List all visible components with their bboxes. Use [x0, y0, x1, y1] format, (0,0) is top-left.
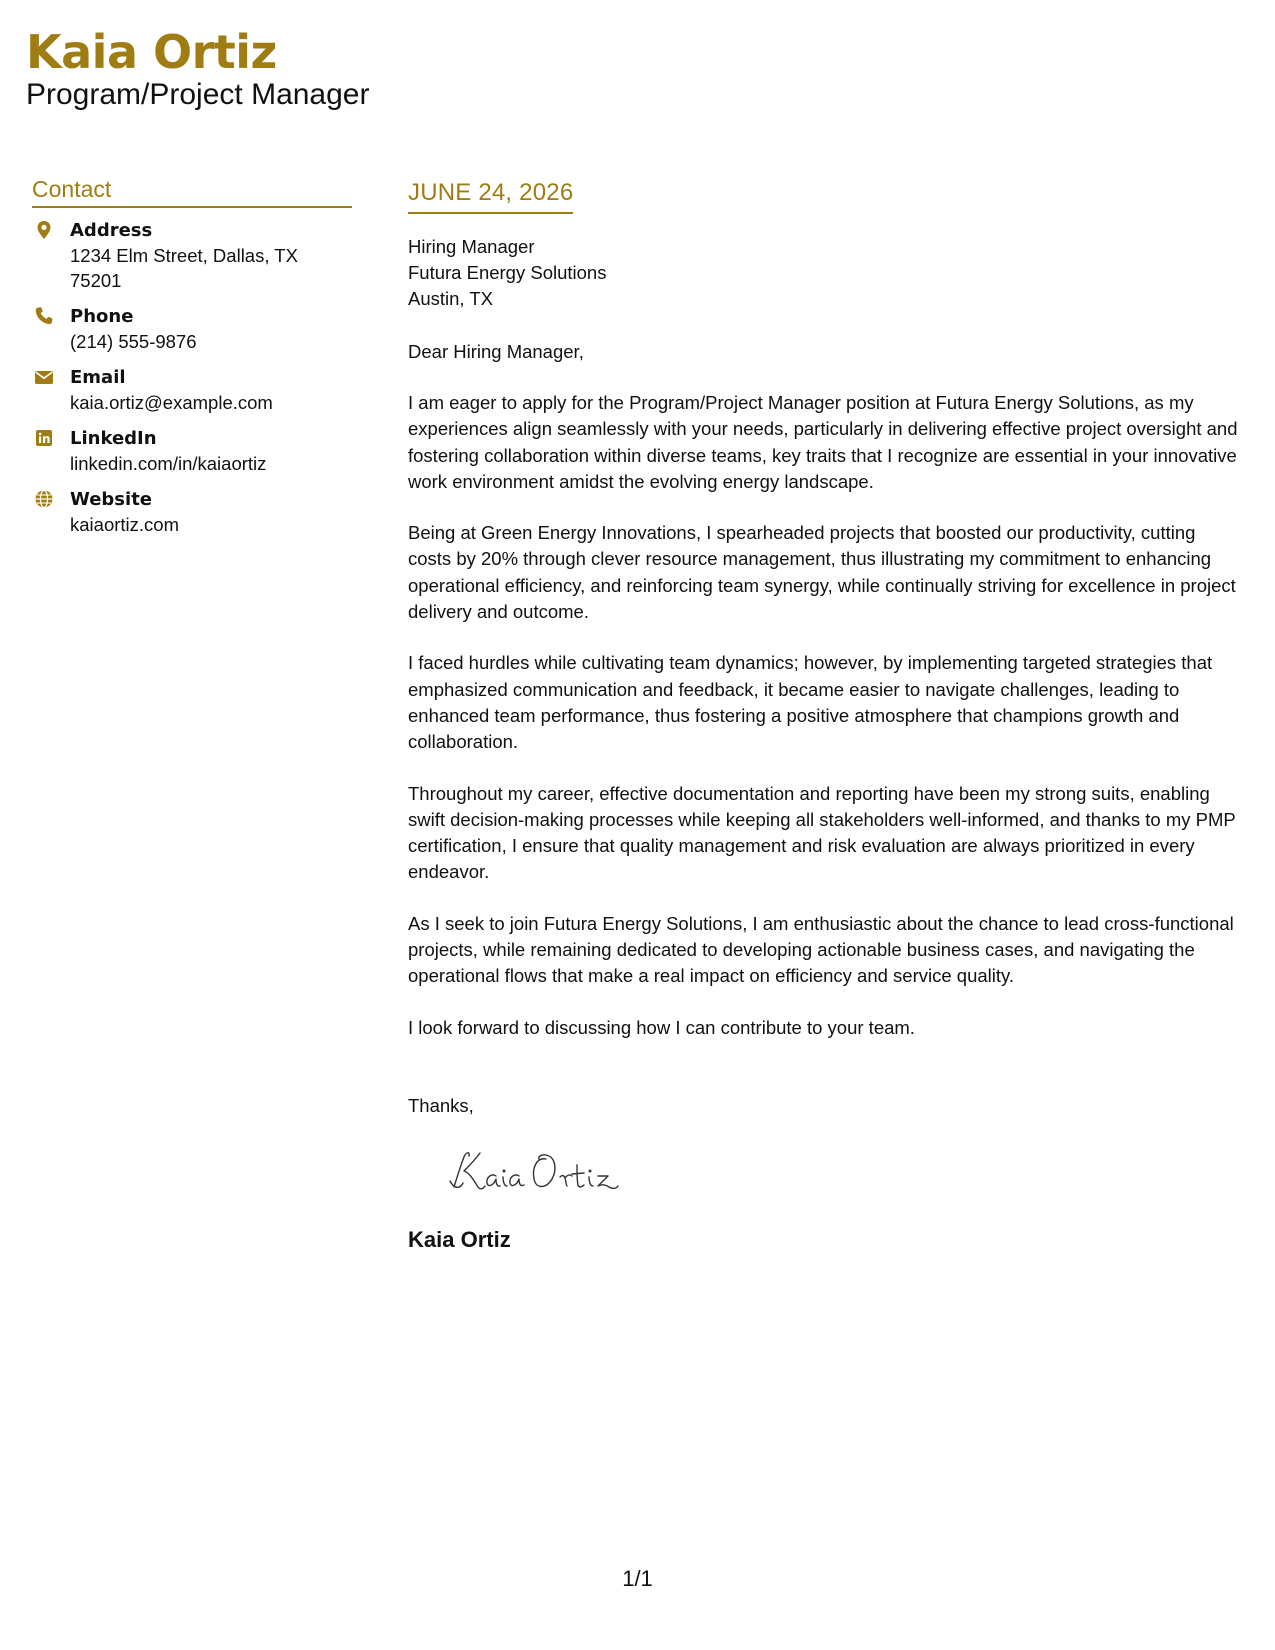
contact-label-address: Address	[70, 220, 153, 241]
envelope-icon	[34, 367, 54, 387]
contact-item-linkedin	[32, 426, 352, 476]
contact-label-phone: Phone	[70, 306, 134, 327]
contact-value-website[interactable]: kaiaortiz.com	[70, 514, 179, 535]
phone-icon	[34, 306, 54, 326]
contact-item-website	[32, 487, 352, 537]
map-pin-icon	[34, 220, 54, 240]
letter-date: JUNE 24, 2026	[408, 178, 573, 214]
contact-item-address	[32, 218, 352, 293]
candidate-name: Kaia Ortiz	[26, 25, 277, 79]
paragraph-2: Being at Green Energy Innovations, I spearheaded projects that boosted our productivity, cutting costs by 20% through clever resource management, thus illustrating my commitment to enhancing operational efficiency, and reinforcing team synergy, while continually striving for excellence in project delivery and outcome.	[408, 522, 1236, 623]
paragraph-3: I faced hurdles while cultivating team dynamics; however, by implementing targeted strategies that emphasized communication and feedback, it became easier to navigate challenges, leading to enhanced team performance, thus fostering a positive atmosphere that champions growth and collaboration.	[408, 652, 1213, 753]
closing: Thanks,	[408, 1094, 474, 1116]
signed-name: Kaia Ortiz	[408, 1226, 511, 1252]
handwritten-signature	[446, 1143, 646, 1203]
contact-heading: Contact	[32, 175, 352, 208]
contact-label-email: Email	[70, 367, 126, 388]
paragraph-1: I am eager to apply for the Program/Project Manager position at Futura Energy Solutions, as my experiences align seamlessly with your needs, particularly in delivering effective project oversight and fostering collaboration within diverse teams, key traits that I recognize are essential in your innovative work environment amidst the evolving energy landscape.	[408, 392, 1238, 492]
letter-body	[408, 178, 1248, 1254]
recipient-company: Futura Energy Solutions	[408, 262, 607, 283]
contact-label-linkedin: LinkedIn	[70, 428, 157, 449]
contact-sidebar	[32, 175, 352, 548]
contact-label-website: Website	[70, 489, 153, 510]
paragraph-4: Throughout my career, effective documentation and reporting have been my strong suits, enabling swift decision-making processes while keeping all stakeholders well-informed, and thanks to my PMP certification, I ensure that quality management and risk evaluation are always prioritized in every endeavor.	[408, 782, 1236, 883]
recipient-location: Austin, TX	[408, 288, 494, 309]
recipient-name: Hiring Manager	[408, 236, 535, 257]
paragraph-5: As I seek to join Futura Energy Solutions, I am enthusiastic about the chance to lead cross-functional projects, while remaining dedicated to developing actionable business cases, and navigating the operational flows that make a real impact on efficiency and service quality.	[408, 912, 1234, 987]
globe-icon	[34, 489, 54, 509]
contact-item-phone	[32, 304, 352, 354]
contact-value-linkedin[interactable]: linkedin.com/in/kaiaortiz	[70, 453, 267, 474]
contact-item-email	[32, 365, 352, 415]
job-title: Program/Project Manager	[26, 78, 370, 111]
contact-value-phone: (214) 555-9876	[70, 331, 197, 352]
header	[26, 22, 369, 112]
linkedin-icon	[34, 428, 54, 448]
salutation: Dear Hiring Manager,	[408, 341, 584, 362]
contact-value-email[interactable]: kaia.ortiz@example.com	[70, 392, 273, 413]
contact-value-address: 1234 Elm Street, Dallas, TX 75201	[70, 245, 298, 291]
paragraph-6: I look forward to discussing how I can contribute to your team.	[408, 1016, 915, 1038]
recipient-block	[408, 234, 1248, 312]
page-number: 1/1	[622, 1566, 653, 1591]
